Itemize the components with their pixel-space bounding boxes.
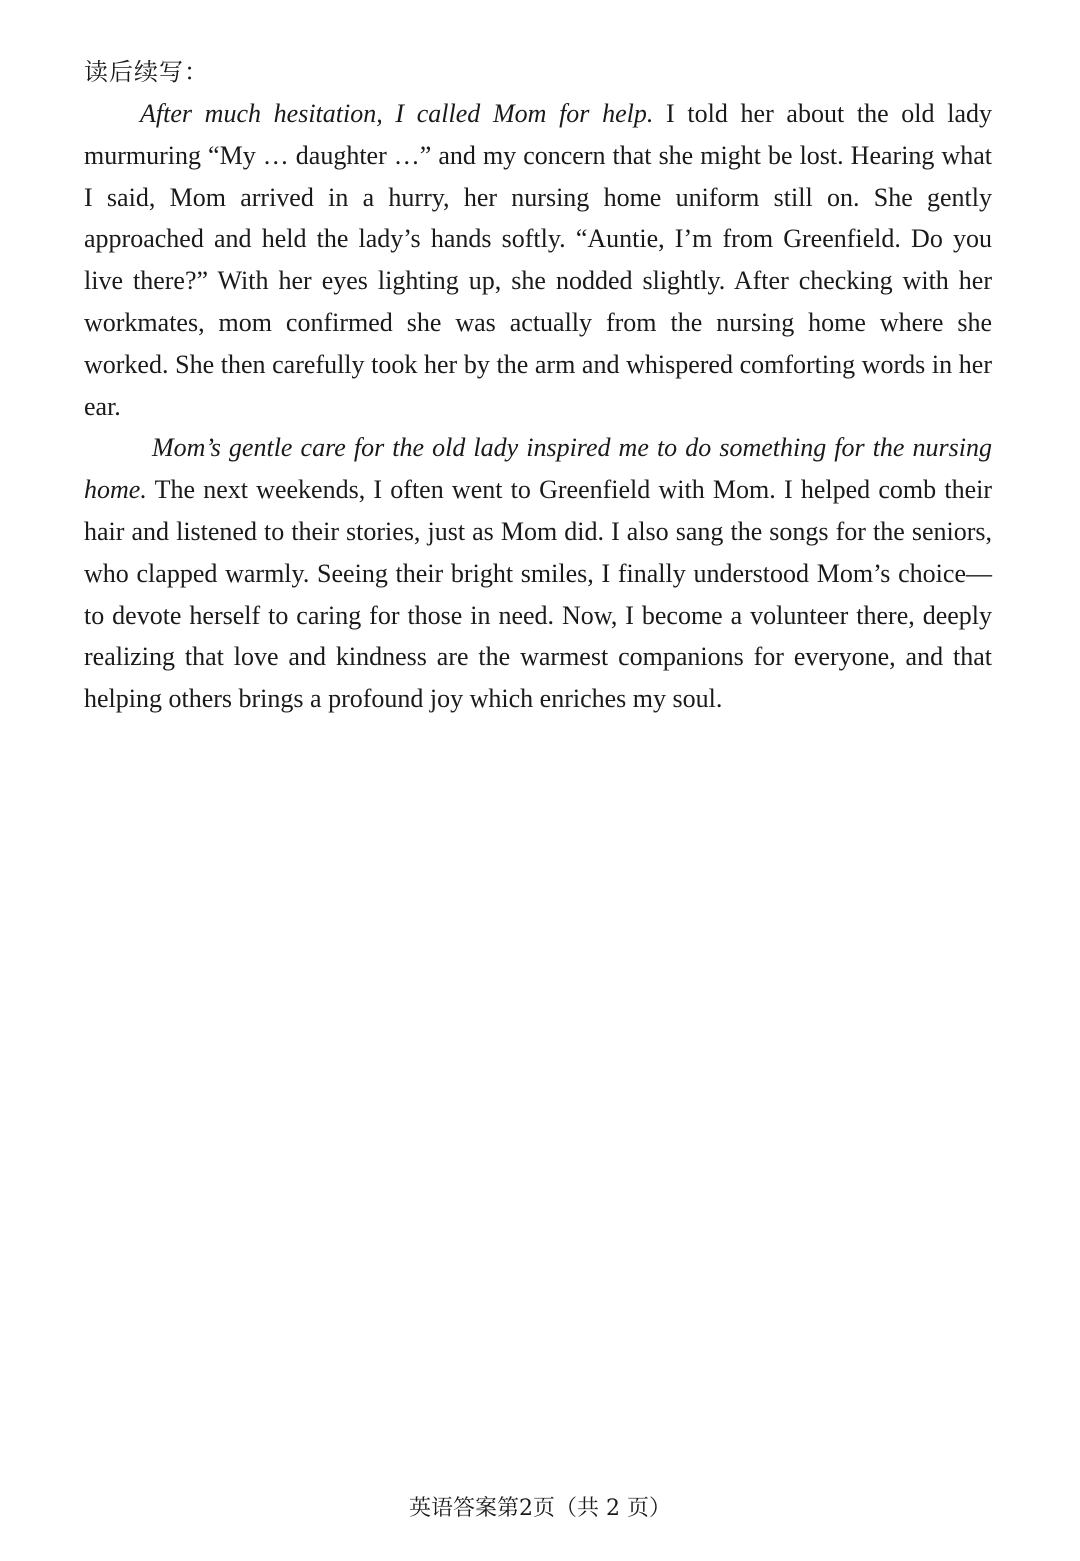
paragraph-1-opening-sentence: After much hesitation, I called Mom for help. xyxy=(140,99,654,128)
paragraph-1-body: I told her about the old lady murmuring “My … daughter …” and my concern that she might be lost. Hearing what I said, Mom arrived in a hurry, her nursing home uniform still on. She gently approached and held the lady’s hands softly. “Auntie, I’m from Greenfield. Do you live there?” With her eyes lighting up, she nodded slightly. After checking with her workmates, mom confirmed she was actually from the nursing home where she worked. She then carefully took her by the arm and whispered comforting words in her ear. xyxy=(84,99,992,421)
paragraph-2-body: The next weekends, I often went to Greenfield with Mom. I helped comb their hair and listened to their stories, just as Mom did. I also sang the songs for the seniors, who clapped warmly. Seeing their bright smiles, I finally understood Mom’s choice—to devote herself to caring for those in need. Now, I become a volunteer there, deeply realizing that love and kindness are the warmest companions for everyone, and that helping others brings a profound joy which enriches my soul. xyxy=(84,475,992,714)
page-number-footer: 英语答案第2页（共 2 页） xyxy=(409,1496,671,1521)
essay-paragraph-1 xyxy=(84,93,992,427)
section-title: 读后续写： xyxy=(84,58,209,86)
continuation-essay xyxy=(84,93,992,720)
paragraph-2-opening-sentence: Mom’s gentle care for the old lady inspired me to do something for the nursing home. xyxy=(84,433,992,505)
essay-paragraph-2 xyxy=(84,427,992,720)
